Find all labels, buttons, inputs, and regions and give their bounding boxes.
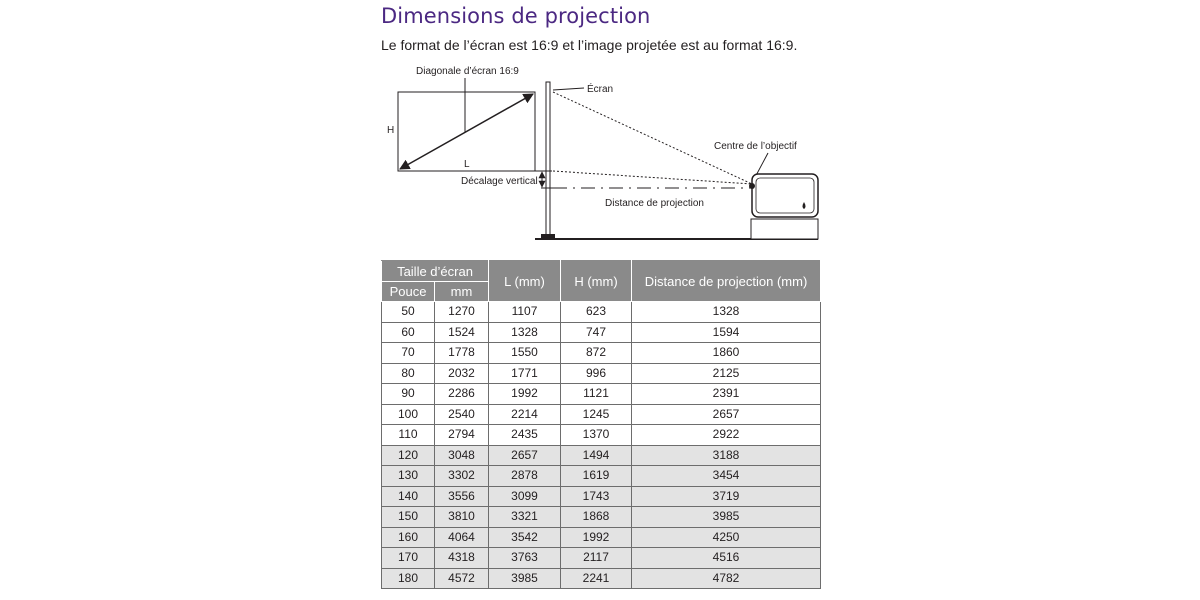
header-distance: Distance de projection (mm) [632, 261, 821, 302]
projector-body [752, 174, 818, 217]
cell-h: 872 [561, 343, 632, 364]
cell-distance: 1594 [632, 322, 821, 343]
cell-l: 1550 [489, 343, 561, 364]
cell-l: 2435 [489, 425, 561, 446]
cell-mm: 3048 [435, 445, 489, 466]
h-label: H [387, 125, 395, 136]
cell-distance: 2922 [632, 425, 821, 446]
cell-l: 1992 [489, 384, 561, 405]
cell-h: 1121 [561, 384, 632, 405]
cell-inch: 140 [382, 486, 435, 507]
cell-mm: 2540 [435, 404, 489, 425]
cell-h: 1494 [561, 445, 632, 466]
cell-h: 1619 [561, 466, 632, 487]
cell-l: 3985 [489, 568, 561, 589]
cell-mm: 2032 [435, 363, 489, 384]
table-row [382, 363, 821, 384]
cell-inch: 110 [382, 425, 435, 446]
table-row [382, 445, 821, 466]
cell-inch: 50 [382, 302, 435, 323]
cell-inch: 80 [382, 363, 435, 384]
table-row [382, 425, 821, 446]
cell-l: 1771 [489, 363, 561, 384]
page-subtitle: Le format de l’écran est 16:9 et l’image projetée est au format 16:9. [381, 37, 798, 53]
cell-h: 2241 [561, 568, 632, 589]
cell-mm: 4318 [435, 548, 489, 569]
cell-inch: 150 [382, 507, 435, 528]
header-screen-size: Taille d’écran [382, 261, 489, 282]
table-row [382, 507, 821, 528]
l-label: L [464, 159, 470, 170]
projector-table [751, 219, 818, 239]
cell-h: 1743 [561, 486, 632, 507]
cell-mm: 3302 [435, 466, 489, 487]
table-row [382, 343, 821, 364]
projection-distance-label: Distance de projection [605, 198, 704, 209]
projection-diagram [380, 56, 840, 250]
cell-distance: 2125 [632, 363, 821, 384]
cell-distance: 1328 [632, 302, 821, 323]
cell-mm: 1778 [435, 343, 489, 364]
table-row [382, 486, 821, 507]
cell-l: 3321 [489, 507, 561, 528]
header-h-mm: H (mm) [561, 261, 632, 302]
cell-mm: 4064 [435, 527, 489, 548]
cell-inch: 100 [382, 404, 435, 425]
table-row [382, 568, 821, 589]
cell-mm: 2794 [435, 425, 489, 446]
table-row [382, 548, 821, 569]
header-mm: mm [435, 282, 489, 302]
screen-label: Écran [587, 84, 614, 95]
cell-mm: 2286 [435, 384, 489, 405]
cell-mm: 1524 [435, 322, 489, 343]
cell-h: 1868 [561, 507, 632, 528]
cell-h: 623 [561, 302, 632, 323]
cell-inch: 170 [382, 548, 435, 569]
cell-distance: 2391 [632, 384, 821, 405]
cell-distance: 3188 [632, 445, 821, 466]
diagonal-arrow [400, 94, 533, 169]
cell-mm: 4572 [435, 568, 489, 589]
cell-inch: 180 [382, 568, 435, 589]
cell-distance: 2657 [632, 404, 821, 425]
cell-h: 747 [561, 322, 632, 343]
lens-center-label: Centre de l’objectif [714, 141, 797, 152]
cell-inch: 130 [382, 466, 435, 487]
cell-h: 1370 [561, 425, 632, 446]
cell-l: 2657 [489, 445, 561, 466]
table-row [382, 466, 821, 487]
cell-inch: 90 [382, 384, 435, 405]
projection-table [381, 260, 821, 589]
cell-l: 3099 [489, 486, 561, 507]
cell-l: 2878 [489, 466, 561, 487]
cell-distance: 4516 [632, 548, 821, 569]
cell-l: 2214 [489, 404, 561, 425]
page-title: Dimensions de projection [381, 4, 651, 28]
table-row [382, 384, 821, 405]
screen-pole [546, 82, 550, 236]
cell-inch: 120 [382, 445, 435, 466]
beam-top [553, 92, 752, 184]
cell-distance: 1860 [632, 343, 821, 364]
table-row [382, 527, 821, 548]
screen-leader [553, 88, 584, 90]
cell-h: 1245 [561, 404, 632, 425]
cell-inch: 160 [382, 527, 435, 548]
cell-h: 1992 [561, 527, 632, 548]
projector-lens [749, 183, 755, 189]
cell-mm: 1270 [435, 302, 489, 323]
table-row [382, 322, 821, 343]
vertical-offset-label: Décalage vertical [461, 176, 538, 187]
cell-distance: 3454 [632, 466, 821, 487]
cell-inch: 70 [382, 343, 435, 364]
table-row [382, 404, 821, 425]
cell-distance: 3985 [632, 507, 821, 528]
cell-h: 996 [561, 363, 632, 384]
cell-l: 3763 [489, 548, 561, 569]
beam-bottom [553, 171, 752, 184]
cell-distance: 3719 [632, 486, 821, 507]
cell-l: 1328 [489, 322, 561, 343]
table-row [382, 302, 821, 323]
cell-distance: 4250 [632, 527, 821, 548]
cell-mm: 3556 [435, 486, 489, 507]
cell-distance: 4782 [632, 568, 821, 589]
cell-l: 3542 [489, 527, 561, 548]
cell-h: 2117 [561, 548, 632, 569]
cell-inch: 60 [382, 322, 435, 343]
header-inch: Pouce [382, 282, 435, 302]
cell-l: 1107 [489, 302, 561, 323]
diagonal-label: Diagonale d’écran 16:9 [416, 66, 519, 77]
header-l-mm: L (mm) [489, 261, 561, 302]
cell-mm: 3810 [435, 507, 489, 528]
